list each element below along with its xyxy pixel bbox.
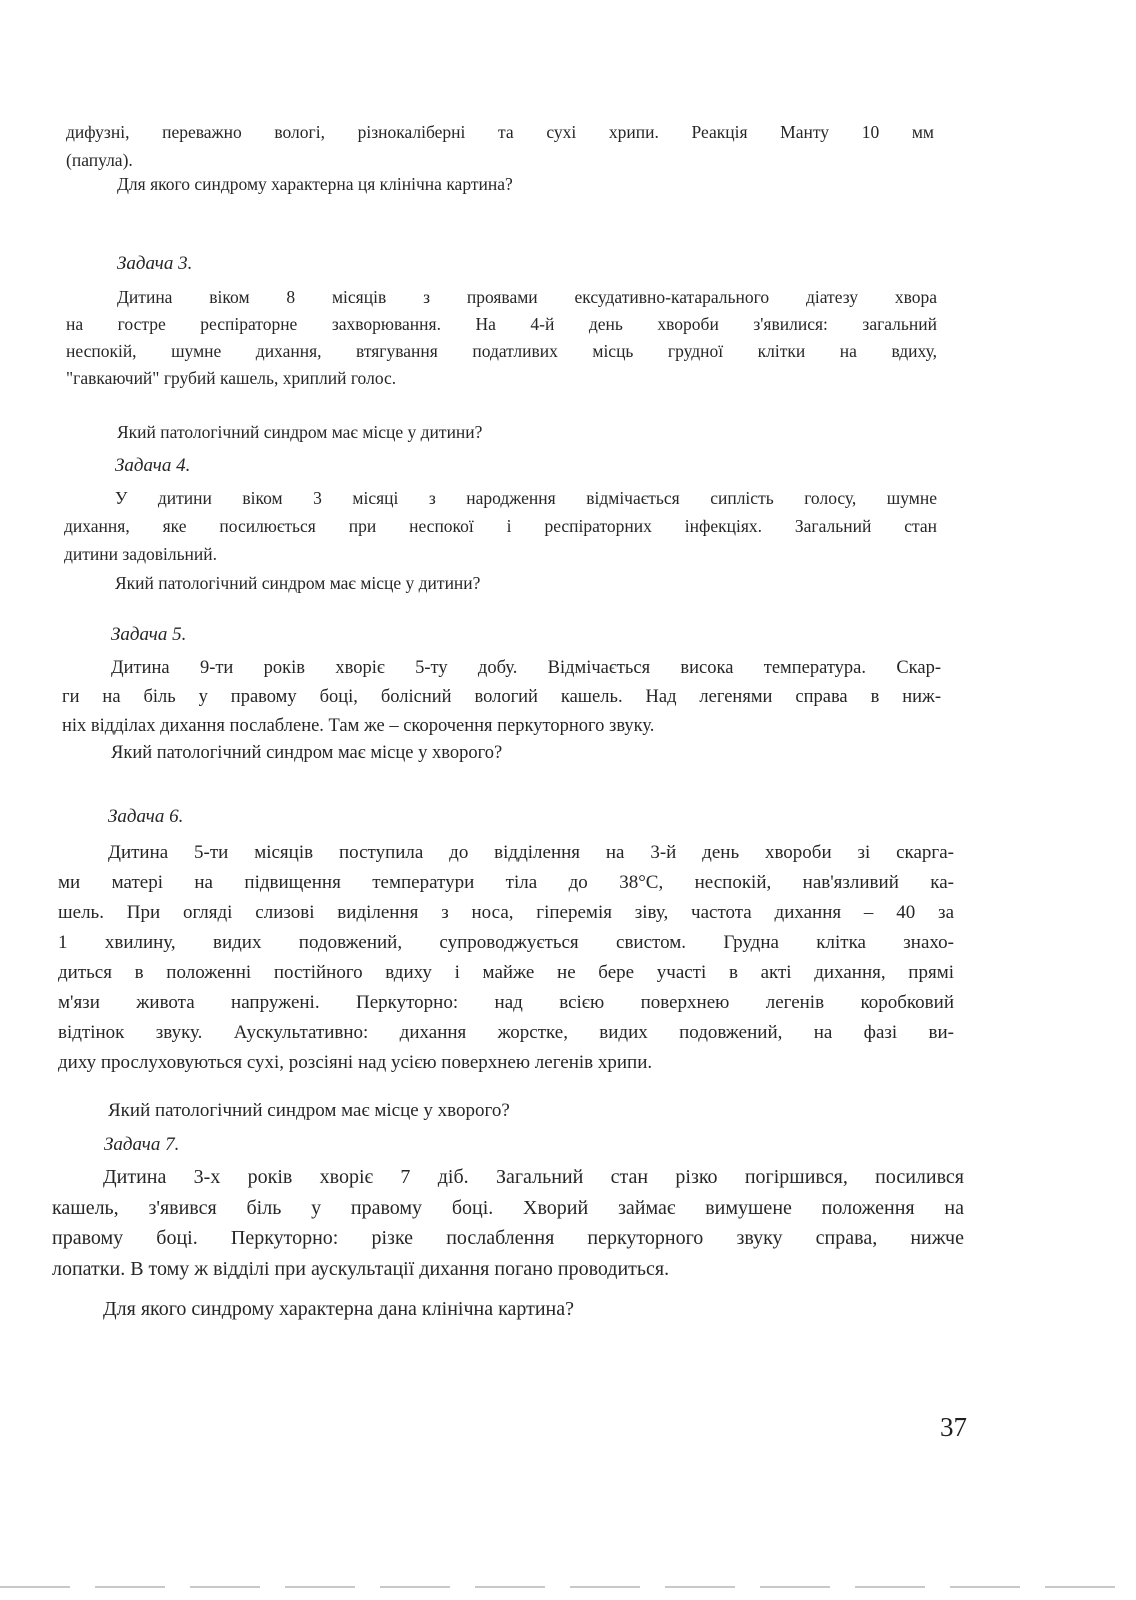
task-7-question: Для якого синдрому характерна дана клінічна картина? — [103, 1298, 575, 1320]
text-line: Дитина 3-х років хворіє 7 діб. Загальний стан різко погіршився, посилився — [103, 1166, 964, 1188]
text-line: У дитини віком 3 місяці з народження відмічається сиплість голосу, шумне — [115, 488, 937, 508]
text-line: ми матері на підвищення температури тіла до 38°С, неспокій, нав'язливий ка- — [58, 872, 954, 893]
task-5-text — [62, 654, 941, 741]
task-6-heading: Задача 6. — [108, 806, 184, 827]
text-line: дихання, яке посилюється при неспокої і респіраторних інфекціях. Загальний стан — [64, 516, 937, 536]
text-line: неспокій, шумне дихання, втягування податливих місць грудної клітки на вдиху, — [66, 341, 937, 361]
text-line: м'язи живота напружені. Перкуторно: над всією поверхнею легенів коробковий — [58, 992, 954, 1013]
text-line: дифузні, переважно вологі, різнокаліберні та сухі хрипи. Реакція Манту 10 мм — [66, 122, 934, 142]
text-line: шель. При огляді слизові виділення з носа, гіперемія зіву, частота дихання – 40 за — [58, 902, 954, 923]
task-3-text — [66, 284, 937, 392]
task-5-heading: Задача 5. — [111, 624, 187, 645]
task-3-question: Який патологічний синдром має місце у дитини? — [117, 422, 483, 442]
intro-paragraph — [66, 118, 934, 174]
text-line: диться в положенні постійного вдиху і майже не бере участі в акті дихання, прямі — [58, 962, 954, 983]
task-6-text — [58, 838, 954, 1078]
text-line: кашель, з'явився біль у правому боці. Хворий займає вимушене положення на — [52, 1196, 964, 1219]
text-line: відтінок звуку. Аускультативно: дихання жорстке, видих подовжений, на фазі ви- — [58, 1022, 954, 1043]
text-line: дитини задовільний. — [64, 544, 218, 564]
text-line: правому боці. Перкуторно: різке послаблення перкуторного звуку справа, нижче — [52, 1227, 964, 1249]
page-number: 37 — [940, 1412, 967, 1442]
text-line: Дитина віком 8 місяців з проявами ексудативно-катарального діатезу хвора — [117, 287, 937, 307]
text-line: Дитина 5-ти місяців поступила до відділення на 3-й день хвороби зі скарга- — [108, 842, 954, 863]
text-line: ніх відділах дихання послаблене. Там же – скорочення перкуторного звуку. — [62, 716, 655, 736]
text-line: (папула). — [66, 150, 133, 170]
task-7-heading: Задача 7. — [104, 1134, 180, 1155]
text-line: на гостре респіраторне захворювання. На 4-й день хвороби з'явилися: загальний — [66, 314, 937, 334]
task-3-heading: Задача 3. — [117, 253, 193, 274]
task-4-text — [64, 484, 937, 568]
text-line: диху прослуховуються сухі, розсіяні над усією поверхнею легенів хрипи. — [58, 1052, 653, 1073]
text-line: Дитина 9-ти років хворіє 5-ту добу. Відмічається висока температура. Скар- — [111, 658, 941, 678]
task-4-heading: Задача 4. — [115, 455, 191, 476]
text-line: ги на біль у правому боці, болісний вологий кашель. Над легенями справа в ниж- — [62, 687, 941, 707]
scan-edge-divider — [0, 1586, 1136, 1588]
task-7-text — [52, 1162, 964, 1284]
text-line: лопатки. В тому ж відділі при аускультації дихання погано проводиться. — [52, 1257, 670, 1280]
task-5-question: Який патологічний синдром має місце у хворого? — [111, 743, 503, 763]
text-line: "гавкаючий" грубий кашель, хриплий голос. — [66, 368, 397, 388]
intro-question: Для якого синдрому характерна ця клінічна картина? — [117, 174, 513, 194]
text-line: 1 хвилину, видих подовжений, супроводжується свистом. Грудна клітка знахо- — [58, 932, 954, 953]
task-4-question: Який патологічний синдром має місце у дитини? — [115, 573, 481, 593]
task-6-question: Який патологічний синдром має місце у хворого? — [108, 1100, 510, 1121]
